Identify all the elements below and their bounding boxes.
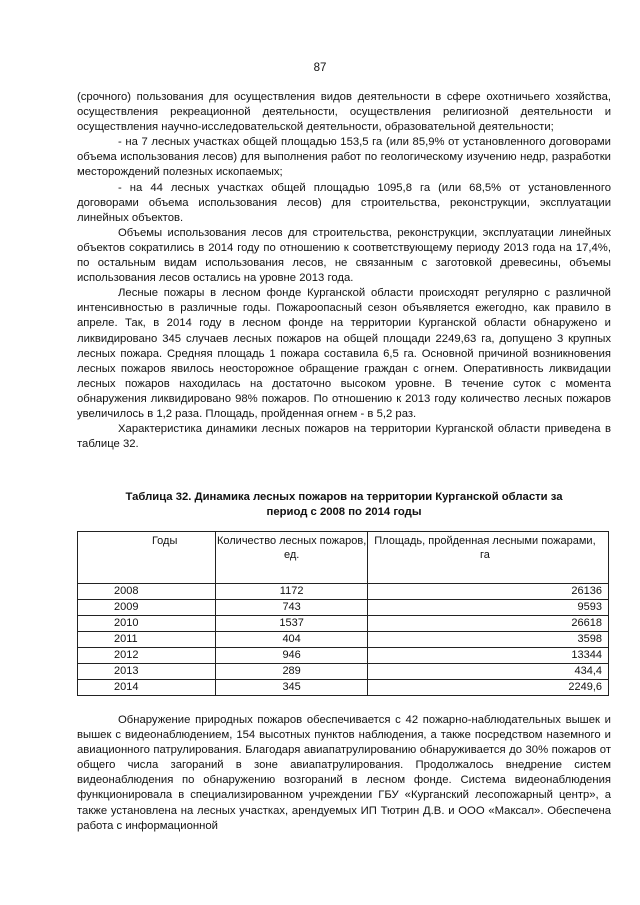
cell-count: 1537 xyxy=(216,616,368,632)
table-row xyxy=(78,632,609,648)
body-text-top xyxy=(77,90,611,452)
cell-year: 2013 xyxy=(78,664,216,680)
table-caption-line: период с 2008 по 2014 годы xyxy=(266,506,422,518)
body-text-bottom xyxy=(77,713,611,834)
paragraph: (срочного) пользования для осуществления видов деятельности в сфере охотничьего хозяйства, осуществления рекреационной деятельности, осуществления религиозной деятельности и осуществления научно-исследовательской деятельности, образовательной деятельности; xyxy=(77,91,611,134)
fires-table xyxy=(77,531,609,696)
cell-year: 2009 xyxy=(78,600,216,616)
cell-area: 434,4 xyxy=(367,664,608,680)
cell-area: 26618 xyxy=(367,616,608,632)
table-caption xyxy=(77,490,611,520)
cell-area: 13344 xyxy=(367,648,608,664)
table-caption-line: Таблица 32. Динамика лесных пожаров на территории Курганской области за xyxy=(125,491,563,503)
cell-year: 2012 xyxy=(78,648,216,664)
cell-year: 2011 xyxy=(78,632,216,648)
cell-area: 3598 xyxy=(367,632,608,648)
cell-count: 289 xyxy=(216,664,368,680)
cell-count: 743 xyxy=(216,600,368,616)
cell-area: 9593 xyxy=(367,600,608,616)
header-years: Годы xyxy=(78,532,216,584)
table-row xyxy=(78,584,609,600)
paragraph: - на 44 лесных участках общей площадью 1095,8 га (или 68,5% от установленного договорами объема использования лесов) для строительства, реконструкции, эксплуатации линейных объектов. xyxy=(77,181,611,224)
cell-area: 2249,6 xyxy=(367,680,608,696)
header-count: Количество лесных пожаров, ед. xyxy=(216,532,368,584)
paragraph: Лесные пожары в лесном фонде Курганской области происходят регулярно с различной интенсивностью в различные годы. Пожароопасный сезон объявляется ежегодно, как правило в апреле. Так, в 2014 году в лесном фонде на территории Курганской области обнаружено и ликвидировано 345 случаев лесных пожаров на общей площади 2249,63 га, допущено 3 крупных лесных пожара. Средняя площадь 1 пожара составила 6,5 га. Основной причиной возникновения лесных пожаров явилось неосторожное обращение граждан с огнем. Оперативность ликвидации лесных пожаров находилась на достаточно высоком уровне. В течение суток с момента обнаружения ликвидировано 98% пожаров. По отношению к 2013 году количество лесных пожаров увеличилось в 1,2 раза. Площадь, пройденная огнем - в 5,2 раз. xyxy=(77,287,611,420)
cell-count: 1172 xyxy=(216,584,368,600)
cell-area: 26136 xyxy=(367,584,608,600)
table-row xyxy=(78,648,609,664)
cell-year: 2014 xyxy=(78,680,216,696)
table-row xyxy=(78,616,609,632)
table-row xyxy=(78,680,609,696)
paragraph: - на 7 лесных участках общей площадью 153,5 га (или 85,9% от установленного договорами объема использования лесов) для выполнения работ по геологическому изучению недр, разработки месторождений полезных ископаемых; xyxy=(77,136,611,179)
table-row xyxy=(78,600,609,616)
paragraph: Обнаружение природных пожаров обеспечивается с 42 пожарно-наблюдательных вышек и вышек с видеонаблюдением, 154 высотных пунктов наблюдения, а также посредством наземного и авиационного патрулирования. Благодаря авиапатрулированию обнаруживается до 30% пожаров от общего числа загораний в зоне авиапатрулирования. Продолжалось внедрение систем видеонаблюдения по обнаружению возгораний в лесном фонде. Система видеонаблюдения функционировала в специализированном учреждении ГБУ «Курганский лесопожарный центр», а также установлена на лесных участках, арендуемых ИП Тютрин Д.В. и ООО «Максал». Обеспечена работа с информационной xyxy=(77,714,611,832)
cell-count: 946 xyxy=(216,648,368,664)
page-number: 87 xyxy=(313,62,327,74)
cell-year: 2010 xyxy=(78,616,216,632)
paragraph: Характеристика динамики лесных пожаров на территории Курганской области приведена в таблице 32. xyxy=(77,423,611,451)
header-area: Площадь, пройденная лесными пожарами, га xyxy=(367,532,608,584)
table-row xyxy=(78,664,609,680)
table-header-row xyxy=(78,532,609,584)
paragraph: Объемы использования лесов для строительства, реконструкции, эксплуатации линейных объектов сократились в 2014 году по отношению к соответствующему периоду 2013 года на 17,4%, по остальным видам использования лесов, не связанным с заготовкой древесины, объемы использования лесов остались на уровне 2013 года. xyxy=(77,226,611,285)
cell-count: 404 xyxy=(216,632,368,648)
cell-year: 2008 xyxy=(78,584,216,600)
cell-count: 345 xyxy=(216,680,368,696)
